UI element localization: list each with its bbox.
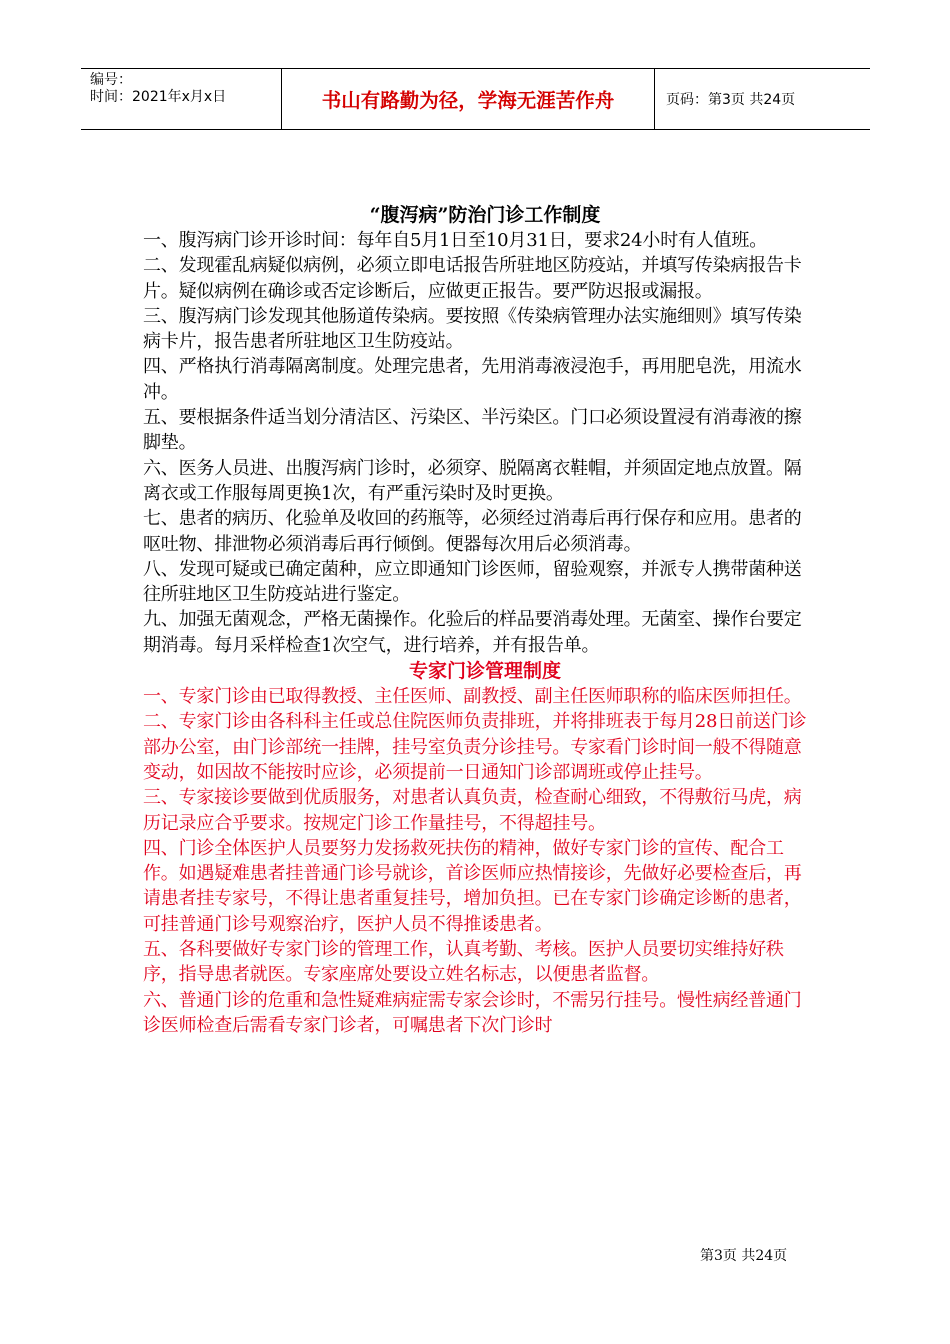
page-header xyxy=(81,68,870,130)
section-diarrhea-clinic xyxy=(143,228,813,658)
paragraph: 三、腹泻病门诊发现其他肠道传染病。要按照《传染病管理办法实施细则》填写传染病卡片，报告患者所驻地区卫生防疫站。 xyxy=(143,305,802,353)
header-page-number: 页码：第3页 共24页 xyxy=(666,92,796,108)
paragraph: 五、各科要做好专家门诊的管理工作，认真考勤、考核。医护人员要切实维持好秩序，指导患者就医。专家座席处要设立姓名标志，以便患者监督。 xyxy=(143,939,784,986)
paragraph: 一、腹泻病门诊开诊时间：每年自5月1日至10月31日，要求24小时有人值班。 xyxy=(143,230,768,251)
paragraph: 四、严格执行消毒隔离制度。处理完患者，先用消毒液浸泡手，再用肥皂洗，用流水冲。 xyxy=(143,356,802,403)
paragraph: 六、普通门诊的危重和急性疑难病症需专家会诊时，不需另行挂号。慢性病经普通门诊医师检查后需看专家门诊者，可嘱患者下次门诊时 xyxy=(143,989,802,1036)
paragraph: 二、专家门诊由各科科主任或总住院医师负责排班，并将排班表于每月28日前送门诊部办公室，由门诊部统一挂牌，挂号室负责分诊挂号。专家看门诊时间一般不得随意变动，如因故不能按时应诊，必须提前一日通知门诊部调班或停止挂号。 xyxy=(143,711,807,783)
document-time-label: 时间：2021年x月x日 xyxy=(90,89,227,105)
document-number-label: 编号： xyxy=(90,72,132,88)
section-title-diarrhea-clinic: “腹泻病”防治门诊工作制度 xyxy=(369,204,601,226)
paragraph: 九、加强无菌观念，严格无菌操作。化验后的样品要消毒处理。无菌室、操作台要定期消毒。每月采样检查1次空气，进行培养，并有报告单。 xyxy=(143,609,802,656)
section-expert-clinic xyxy=(143,684,813,1038)
paragraph: 三、专家接诊要做到优质服务，对患者认真负责，检查耐心细致，不得敷衍马虎，病历记录应合乎要求。按规定门诊工作量挂号，不得超挂号。 xyxy=(143,787,802,834)
paragraph: 六、医务人员进、出腹泻病门诊时，必须穿、脱隔离衣鞋帽，并须固定地点放置。隔离衣或工作服每周更换1次，有严重污染时及时更换。 xyxy=(143,457,802,504)
header-meta xyxy=(81,69,282,129)
paragraph: 一、专家门诊由已取得教授、主任医师、副教授、副主任医师职称的临床医师担任。 xyxy=(143,686,802,708)
paragraph: 八、发现可疑或已确定菌种，应立即通知门诊医师，留验观察，并派专人携带菌种送往所驻地区卫生防疫站进行鉴定。 xyxy=(143,558,802,606)
page-footer-number: 第3页 共24页 xyxy=(700,1248,788,1264)
paragraph: 七、患者的病历、化验单及收回的药瓶等，必须经过消毒后再行保存和应用。患者的呕吐物、排泄物必须消毒后再行倾倒。便器每次用后必须消毒。 xyxy=(143,508,802,555)
section-title-expert-clinic: 专家门诊管理制度 xyxy=(408,660,561,683)
paragraph: 二、发现霍乱病疑似病例，必须立即电话报告所驻地区防疫站，并填写传染病报告卡片。疑似病例在确诊或否定诊断后，应做更正报告。要严防迟报或漏报。 xyxy=(143,255,802,302)
header-motto: 书山有路勤为径，学海无涯苦作舟 xyxy=(282,69,655,129)
paragraph: 四、门诊全体医护人员要努力发扬救死扶伤的精神，做好专家门诊的宣传、配合工作。如遇疑难患者挂普通门诊号就诊，首诊医师应热情接诊，先做好必要检查后，再请患者挂专家号，不得让患者重复挂号，增加负担。已在专家门诊确定诊断的患者，可挂普通门诊号观察治疗，医护人员不得推诿患者。 xyxy=(143,837,802,935)
document-body xyxy=(143,203,813,1038)
paragraph: 五、要根据条件适当划分清洁区、污染区、半污染区。门口必须设置浸有消毒液的擦脚垫。 xyxy=(143,407,802,454)
